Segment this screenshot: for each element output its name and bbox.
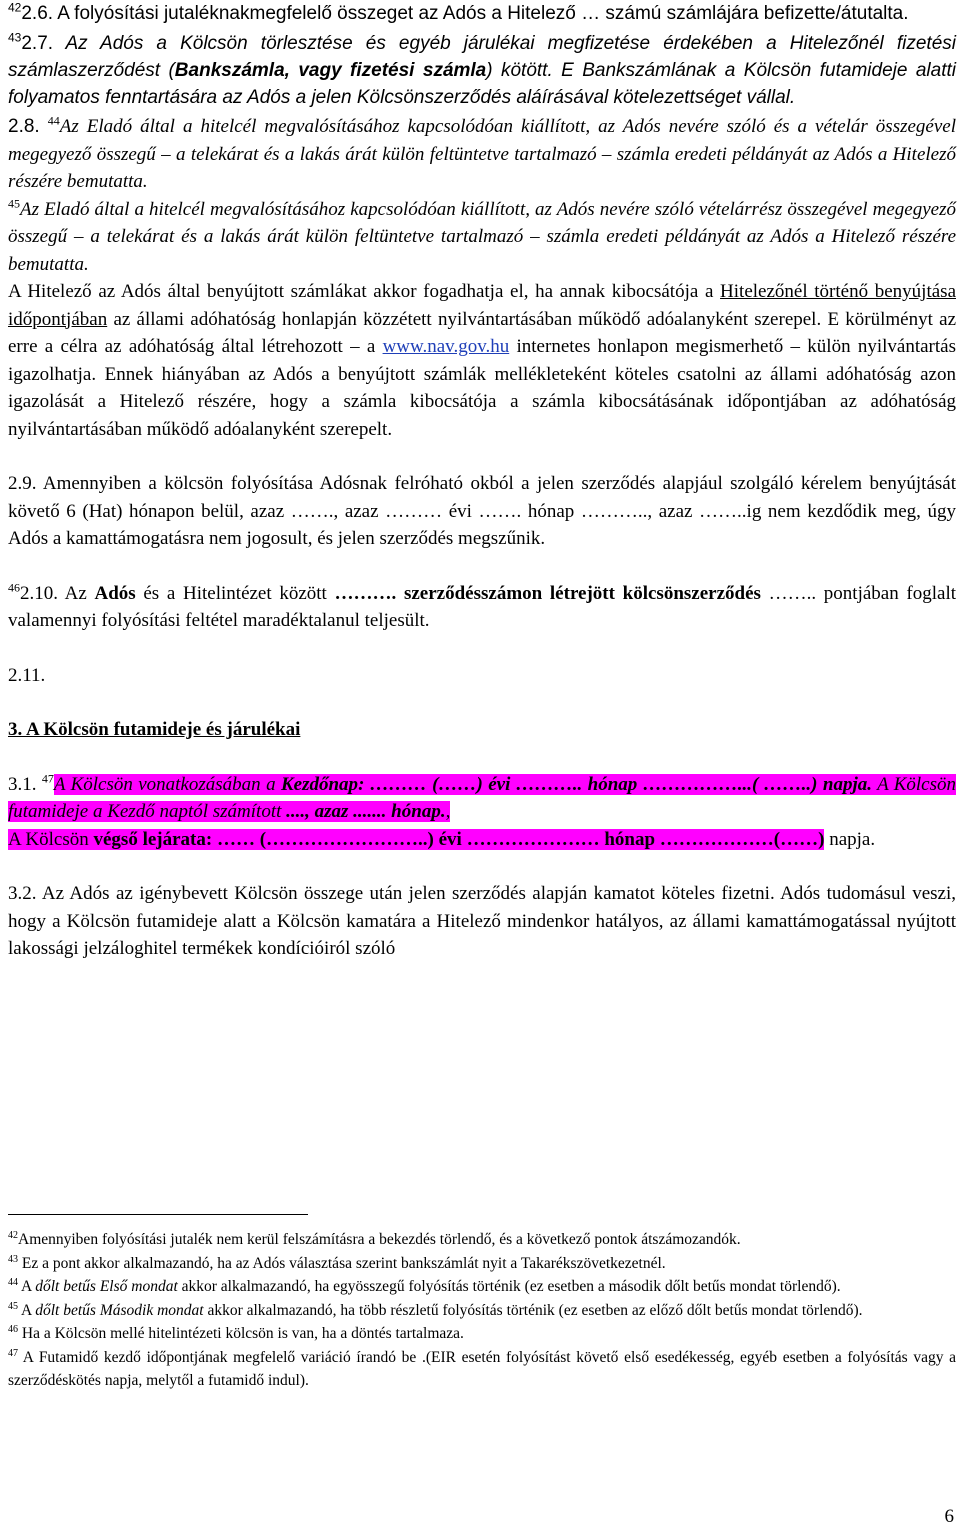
- footnote-42: [8, 1228, 956, 1252]
- spacer: [8, 853, 956, 880]
- spacer: [8, 635, 956, 662]
- footnote-text: Amennyiben folyósítási jutalék nem kerül felszámításra a bekezdés törlendő, és a következő pontok átszámozandók.: [18, 1231, 741, 1248]
- section-2-10-bold-adós: Adós: [94, 582, 136, 604]
- footnote-ref-42[interactable]: 42: [8, 0, 22, 15]
- section-3-2: 3.2. Az Adós az igénybevett Kölcsön összege után jelen szerződés alapján kamatot köteles fizetni. Adós tudomásul veszi, hogy a Kölcsön futamideje alatt a Kölcsön kamatára a Hitelező mindenkor hatályos, az állami kamattámogatással nyújtott lakossági jelzáloghitel termékek kondícióiról szóló: [8, 883, 956, 959]
- section-3-1-l2-d: napja.: [824, 828, 876, 850]
- section-2-7-text-a: Az Adós a Kölcsön törlesztése és egyéb járulékai megfizetése érdekében a Hitelezőnél fizetési számlaszerződést (: [8, 33, 956, 81]
- footnote-45: [8, 1299, 956, 1323]
- section-3-1-l2-c: : …… (……………………..) évi ………………… hónap ………………(……): [205, 828, 825, 850]
- section-3-1-highlight: [8, 774, 956, 823]
- section-2-8-p3-underlined: Hitelezőnél történő benyújtása időpontjában: [8, 281, 956, 330]
- footnote-number: 44: [8, 1276, 18, 1288]
- section-3-1-number: 3.1.: [8, 773, 42, 795]
- footnote-text: Ez a pont akkor alkalmazandó, ha az Adós választása szerint bankszámlát nyit a Takarékszövetkezetnél.: [18, 1254, 666, 1272]
- section-2-7-text-b: ) kötött.: [486, 60, 553, 81]
- footnote-47: [8, 1346, 956, 1393]
- section-2-7-number: 2.7.: [21, 33, 54, 54]
- section-2-7-bold: Bankszámla, vagy fizetési számla: [174, 60, 487, 81]
- footnote-number: 47: [8, 1347, 18, 1359]
- section-2-9: 2.9. Amennyiben a kölcsön folyósítása Adósnak felróható okból a jelen szerződés alapjául szolgáló kérelem benyújtását követő 6 (Hat) hónapon belül, azaz ……., azaz ……… évi ……. hónap ……….., azaz ……..ig nem kezdődik meg, úgy Adós a kamattámogatásra nem jogosult, és jelen szerződés megszűnik.: [8, 473, 956, 549]
- footnote-ref-45[interactable]: 45: [8, 196, 20, 211]
- footnote-number: 45: [8, 1300, 18, 1312]
- section-2-8-p3-a: A Hitelező az Adós által benyújtott számlákat akkor fogadhatja el, ha annak kibocsátója a: [8, 281, 721, 302]
- spacer: [8, 443, 956, 470]
- section-2-10: [8, 580, 956, 635]
- section-3-1-l1-c: : ……… (……) évi ……….. hónap ……………...( ……..) napja.: [358, 773, 873, 795]
- footnote-ref-47[interactable]: 47: [41, 771, 54, 786]
- section-2-8-p3-c: internetes honlapon megismerhető – külön nyilvántartás igazolhatja. Ennek hiányában az Adós a benyújtott számlák mellékleteként köteles csatolni az állami adóhatóság azon igazolását a Hitelező részére, hogy a számla kibocsátója a számla kibocsátásának időpontjában az adóhatóság nyilvántartásában működő adóalanyként szerepelt.: [8, 336, 956, 440]
- footnote-ref-46[interactable]: 46: [8, 580, 20, 595]
- footnote-text: akkor alkalmazandó, ha egyösszegű folyósítás történik (ez esetben a második dőlt betűs mondat törlendő).: [177, 1278, 841, 1295]
- document-page: [8, 0, 956, 963]
- section-3-1-kezdonap: Kezdőnap: [280, 773, 359, 795]
- section-2-10-a: 2.10. Az: [20, 582, 95, 604]
- section-2-8-number: 2.8.: [8, 116, 40, 137]
- section-2-8-p3: [8, 278, 956, 443]
- section-2-6: [8, 0, 956, 27]
- section-3-1-line1: [8, 771, 956, 826]
- section-2-8-p3-b: az állami adóhatóság honlapján közzétett nyilvántartásában működő adóalanyként szerepel. E körülményt az erre a célra az adóhatóság által létrehozott – a: [8, 308, 956, 357]
- section-3-1-l1-d: A Kölcsön futamideje a Kezdő naptól számított: [8, 773, 957, 822]
- section-2-10-b: és a Hitelintézet között: [135, 582, 335, 604]
- section-2-8-second-sentence: Az Eladó által a hitelcél megvalósításához kapcsolódóan kiállított, az Adós nevére szóló vételárrész összegével megegyező összegű – a telekárat és a lakás árát külön feltüntetve tartalmazó – számla eredeti példányát az Adós a Hitelező részére bemutatta.: [8, 198, 956, 275]
- footnote-number: 46: [8, 1323, 18, 1335]
- section-3-1-line2: [8, 826, 956, 854]
- section-2-10-bold-contract: ………. szerződésszámon létrejött kölcsönszerződés: [334, 582, 761, 604]
- footnote-separator: [8, 1214, 308, 1215]
- footnote-text: Ha a Kölcsön mellé hitelintézeti kölcsön is van, ha a döntés tartalmaza.: [18, 1325, 464, 1342]
- footnotes: [8, 1228, 956, 1393]
- section-3-1-l2-a: A Kölcsön: [8, 828, 94, 850]
- section-2-8-first-sentence: Az Eladó által a hitelcél megvalósításához kapcsolódóan kiállított, az Adós nevére szóló és a vételár összegével megegyező összegű – a telekárat és a lakás árát külön feltüntetve tartalmazó – számla eredeti példányát az Adós a Hitelező részére bemutatta.: [8, 116, 957, 192]
- footnote-italic: dőlt betűs Első mondat: [35, 1278, 178, 1295]
- spacer: [8, 689, 956, 716]
- footnote-text: A: [18, 1301, 36, 1319]
- footnote-ref-44[interactable]: 44: [47, 113, 60, 128]
- footnote-italic: dőlt betűs Második mondat: [35, 1301, 204, 1319]
- section-2-6-text: 2.6. A folyósítási jutaléknakmegfelelő összeget az Adós a Hitelező … számú számlájára befizette/átutalta.: [21, 3, 909, 24]
- section-3-1-vegso-lejarata: végső lejárata: [93, 828, 206, 850]
- footnote-ref-43[interactable]: 43: [8, 30, 22, 45]
- section-3-1-l1-e: ...., azaz ....... hónap.: [281, 801, 446, 822]
- footnote-46: [8, 1322, 956, 1346]
- section-2-7-text-c: E Bankszámlának a Kölcsön futamideje alatti folyamatos fenntartására az Adós a jelen Kölcsönszerződés aláírásával kötelezettséget vállal.: [8, 60, 956, 108]
- spacer: [8, 553, 956, 580]
- section-3-1-l1-a: A Kölcsön vonatkozásában a: [53, 773, 281, 795]
- section-3-heading: 3. A Kölcsön futamideje és járulékai: [8, 719, 301, 740]
- footnote-text: A: [18, 1278, 36, 1295]
- footnote-number: 42: [8, 1229, 18, 1241]
- footnote-43: [8, 1252, 956, 1276]
- section-2-8-p2: [8, 196, 956, 279]
- footnote-text: akkor alkalmazandó, ha több részletű folyósítás történik (ez esetben az előző dőlt betűs mondat törlendő).: [203, 1301, 863, 1319]
- section-3-1-l1-f: ,: [445, 801, 451, 822]
- section-2-7: [8, 27, 956, 111]
- section-2-10-c: …….. pontjában foglalt valamennyi folyósítási feltétel maradéktalanul teljesült.: [8, 582, 957, 631]
- spacer: [8, 744, 956, 771]
- section-2-8-p1: [8, 111, 956, 196]
- section-3-1-highlight-2: [8, 829, 824, 850]
- footnote-44: [8, 1275, 956, 1299]
- page-number: 6: [944, 1506, 954, 1527]
- footnote-number: 43: [8, 1253, 18, 1265]
- footnote-text: A Futamidő kezdő időpontjának megfelelő variáció írandó be .(EIR esetén folyósítást követő első esedékesség, egyéb esetben a folyósítás vagy a szerződéskötés napja, melytől a futamidő indul).: [8, 1348, 956, 1389]
- section-2-11: 2.11.: [8, 664, 46, 686]
- nav-website-link[interactable]: www.nav.gov.hu: [382, 336, 510, 357]
